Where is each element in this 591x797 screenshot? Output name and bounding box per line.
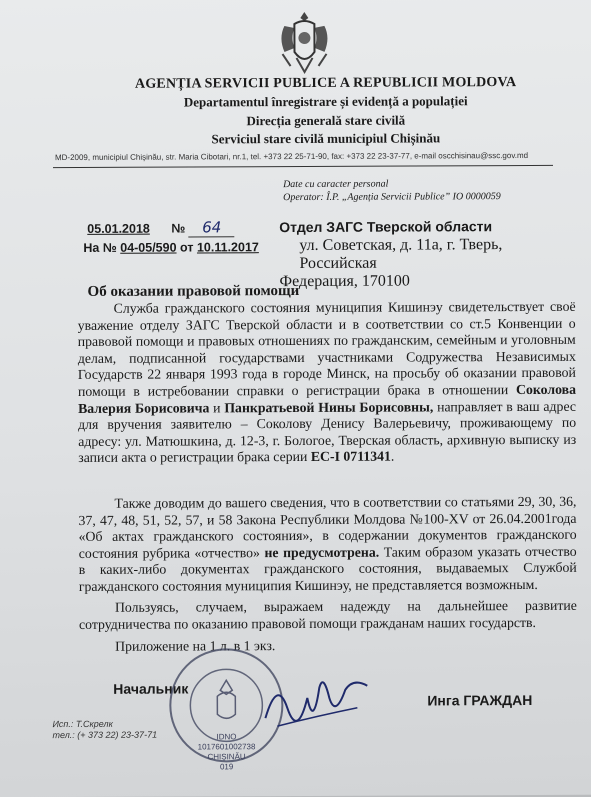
signatory-title: Начальник	[113, 680, 189, 697]
signatory-name: Инга ГРАЖДАН	[427, 691, 533, 709]
recipient-address-2: Федерация, 170100	[279, 272, 410, 291]
reply-number: 04-05/590	[120, 240, 177, 255]
recipient-block	[279, 217, 569, 291]
reply-date: 10.11.2017	[196, 240, 259, 255]
paragraph-3: Пользуясь, случаем, выражаем надежду на дальнейшее развитие сотрудничества по оказанию правовой помощи гражданам наших государств.	[78, 597, 577, 632]
record-series: ЕС-I 0711341	[310, 448, 391, 465]
department-name: Departamentul înregistrare și evidență a populației	[183, 93, 468, 110]
recipient-name: Отдел ЗАГС Тверской области	[279, 218, 493, 236]
recipient-address-1: ул. Советская, д. 11а, г. Тверь, Российская	[299, 236, 503, 272]
personal-data-note	[283, 177, 501, 204]
not-provided-phrase: не предусмотрена.	[264, 544, 380, 560]
outgoing-date: 05.01.2018	[87, 221, 150, 236]
executor-block	[52, 719, 157, 741]
stamp-idno: IDNO 1017601002738	[197, 732, 256, 752]
reply-from: от	[179, 240, 194, 255]
person-2-name: Панкратьевой Нины Борисовны,	[224, 398, 434, 415]
letterhead-address: MD-2009, municipiul Chișinău, str. Maria Cibotari, nr.1, tel. +373 22 25-71-90, fax: +373 22 23-37-77, e-mail oscchisinau@ssc.gov.md	[54, 150, 529, 163]
personal-data-line: Date cu caracter personal	[283, 178, 389, 191]
header-divider	[53, 165, 553, 168]
moldova-coat-of-arms-icon	[276, 8, 332, 76]
handwritten-signature-icon	[257, 668, 377, 739]
agency-name: AGENȚIA SERVICII PUBLICE A REPUBLICII MOLDOVA	[134, 75, 517, 92]
incoming-reference	[83, 240, 259, 255]
outgoing-reference	[87, 218, 235, 238]
attachment-note: Приложение на 1 л. в 1 экз.	[115, 638, 276, 654]
number-label: №	[171, 221, 186, 236]
executor-phone: тел.: (+ 373 22) 23-37-71	[52, 729, 158, 741]
operator-line: Operator: Î.P. „Agenția Servicii Publice” IO 0000059	[283, 191, 501, 204]
executor-name: Исп.: Т.Скрелк	[52, 718, 113, 730]
person-1-name: Соколова Валерия Борисовича	[78, 381, 577, 416]
outgoing-number: 64	[189, 218, 235, 237]
directorate-name: Direcția generală stare civilă	[246, 112, 406, 129]
service-name: Serviciul stare civilă municipiul Chișinău	[211, 130, 441, 147]
paragraph-1: Служба гражданского состояния муниципия Кишинэу свидетельствует своё уважение отделу ЗАГС Тверской области и в соответствии со ст.5 Конвенции о правовой помощи и правовых отношениях по гражданским, семейным и уголовным делам, подписанной государствами участниками Содружества Независимых Государств 22 января 1993 года в городе Минск, на просьбу об оказании правовой помощи в истребовании справки о регистрации брака в отношении Соколова Валерия Борисовича и Панкратьевой Нины Борисовны, направляет в ваш адрес для вручения заявителю – Соколову Денису Валерьевичу, проживающему по адресу: ул. Матюшкина, д. 12-3, г. Бологое, Тверская область, архивную выписку из записи акта о регистрации брака серии ЕС-I 0711341.	[77, 298, 577, 466]
letter-subject: Об оказании правовой помощи	[87, 282, 300, 300]
stamp-text	[191, 732, 261, 772]
stamp-code: 019	[219, 762, 234, 772]
paragraph-2: Также доводим до вашего сведения, что в соответствии со статьями 29, 30, 36, 37, 47, 48, 51, 52, 57, и 58 Закона Республики Молдова №100-XV от 26.04.2001года «Об актах гражданского состояния», в содержании документов гражданского состояния рубрика «отчество» не предусмотрена. Таким образом указать отчество в каких-либо документах гражданского состояния, выдаваемых Службой гражданского состояния муниципия Кишинэу, не представляется возможным.	[78, 493, 577, 594]
reply-prefix: На №	[83, 240, 117, 255]
stamp-city: CHIȘINĂU	[207, 752, 246, 762]
